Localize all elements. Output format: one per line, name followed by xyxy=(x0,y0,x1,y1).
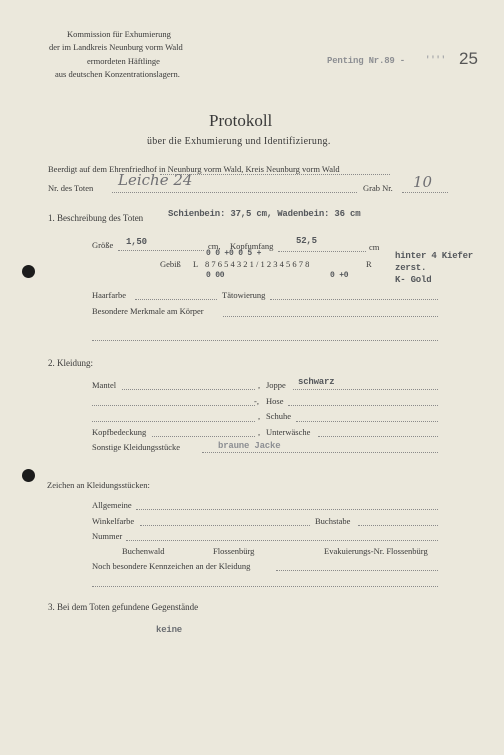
tattoo-label: Tätowierung xyxy=(222,290,266,300)
other-clothing-label: Sonstige Kleidungsstücke xyxy=(92,442,181,452)
corpse-number-line xyxy=(112,192,357,193)
size-value: 1,50 xyxy=(126,237,147,247)
found-items-value: keine xyxy=(156,625,183,635)
other-signs-line-1 xyxy=(276,570,438,571)
evacuation-number-label: Evakuierungs-Nr. Flossenbürg xyxy=(324,546,428,556)
size-line xyxy=(118,250,204,251)
grave-number-value: 10 xyxy=(413,173,433,191)
reference-typed: Penting Nr.89 - xyxy=(327,56,406,66)
document-title: Protokoll xyxy=(209,111,273,130)
teeth-marks-lower-left: 0 00 xyxy=(206,271,225,280)
tattoo-line xyxy=(270,299,438,300)
shoes-line xyxy=(296,421,438,422)
body-marks-line-1 xyxy=(223,316,438,317)
grave-number-label: Grab Nr. xyxy=(363,183,393,193)
letter-line xyxy=(358,525,438,526)
section-3-heading: 3. Bei dem Toten gefundene Gegenstände xyxy=(48,602,199,612)
commission-line-2: der im Landkreis Neunburg vorm Wald xyxy=(49,42,183,52)
other-signs-label: Noch besondere Kennzeichen an der Kleidung xyxy=(92,561,251,571)
underwear-line xyxy=(318,436,438,437)
punch-hole-bottom xyxy=(22,469,35,482)
angle-color-label: Winkelfarbe xyxy=(92,516,135,526)
bone-measurements: Schienbein: 37,5 cm, Wadenbein: 36 cm xyxy=(168,209,361,219)
document-subtitle: über die Exhumierung und Identifizierung. xyxy=(147,136,331,147)
head-circumference-unit: cm xyxy=(369,242,380,252)
commission-line-3: ermordeten Häftlinge xyxy=(87,56,160,66)
teeth-label: Gebiß xyxy=(160,259,181,269)
jacket-line xyxy=(293,389,438,390)
number-label: Nummer xyxy=(92,531,123,541)
corpse-number-label: Nr. des Toten xyxy=(48,183,94,193)
headwear-line xyxy=(152,436,255,437)
jacket-value: schwarz xyxy=(298,377,335,387)
headwear-label: Kopfbedeckung xyxy=(92,427,147,437)
jacket-label: Joppe xyxy=(266,380,286,390)
teeth-marks-upper: 0 0 +0 0 5 + xyxy=(206,249,262,258)
shoes-comma: , xyxy=(258,411,261,421)
burial-place: Beerdigt auf dem Ehrenfriedhof in Neunburg vorm Wald, Kreis Neunburg vorm Wald xyxy=(48,164,340,174)
shoes-line-left xyxy=(92,421,255,422)
coat-comma: , xyxy=(258,380,261,390)
trousers-line-left xyxy=(92,405,255,406)
teeth-numbers: 8 7 6 5 4 3 2 1 / 1 2 3 4 5 6 7 8 xyxy=(205,259,310,269)
coat-line xyxy=(122,389,255,390)
size-unit: cm, xyxy=(208,241,221,251)
general-label: Allgemeine xyxy=(92,500,132,510)
teeth-marks-lower-right: 0 +0 xyxy=(330,271,349,280)
reference-stamp: '''' xyxy=(425,55,446,65)
underwear-label: Unterwäsche xyxy=(266,427,311,437)
number-line xyxy=(126,540,438,541)
body-marks-label: Besondere Merkmale am Körper xyxy=(92,306,204,316)
head-circumference-label: Kopfumfang xyxy=(230,241,274,251)
angle-color-line xyxy=(140,525,310,526)
head-circumference-value: 52,5 xyxy=(296,236,317,246)
dental-note-line-3: K- Gold xyxy=(395,275,432,285)
shoes-label: Schuhe xyxy=(266,411,292,421)
size-label: Größe xyxy=(92,240,114,250)
camp-flossenbuerg: Flossenbürg xyxy=(213,546,255,556)
trousers-comma: -, xyxy=(254,396,259,406)
signs-heading: Zeichen an Kleidungsstücken: xyxy=(47,480,150,490)
commission-line-4: aus deutschen Konzentrationslagern. xyxy=(55,69,180,79)
other-clothing-line xyxy=(202,452,438,453)
headwear-comma: , xyxy=(258,427,261,437)
other-signs-line-2 xyxy=(92,586,438,587)
corpse-number-value: Leiche 24 xyxy=(118,171,193,189)
head-circumference-line xyxy=(278,251,366,252)
page-number: 25 xyxy=(459,49,478,68)
section-1-heading: 1. Beschreibung des Toten xyxy=(48,213,144,223)
camp-buchenwald: Buchenwald xyxy=(122,546,165,556)
commission-line-1: Kommission für Exhumierung xyxy=(67,29,171,39)
trousers-line xyxy=(288,405,438,406)
hair-color-label: Haarfarbe xyxy=(92,290,126,300)
letter-label: Buchstabe xyxy=(315,516,351,526)
trousers-label: Hose xyxy=(266,396,284,406)
dental-note-line-2: zerst. xyxy=(395,263,427,273)
section-2-heading: 2. Kleidung: xyxy=(48,358,93,368)
grave-number-line xyxy=(402,192,448,193)
other-clothing-value: braune Jacke xyxy=(218,441,281,451)
coat-label: Mantel xyxy=(92,380,117,390)
body-marks-line-2 xyxy=(92,340,438,341)
teeth-left: L xyxy=(193,259,199,269)
hair-color-line xyxy=(135,299,217,300)
burial-underline xyxy=(160,174,390,175)
punch-hole-top xyxy=(22,265,35,278)
teeth-right: R xyxy=(366,259,372,269)
dental-note-line-1: hinter 4 Kiefer xyxy=(395,251,474,261)
general-line xyxy=(136,509,438,510)
